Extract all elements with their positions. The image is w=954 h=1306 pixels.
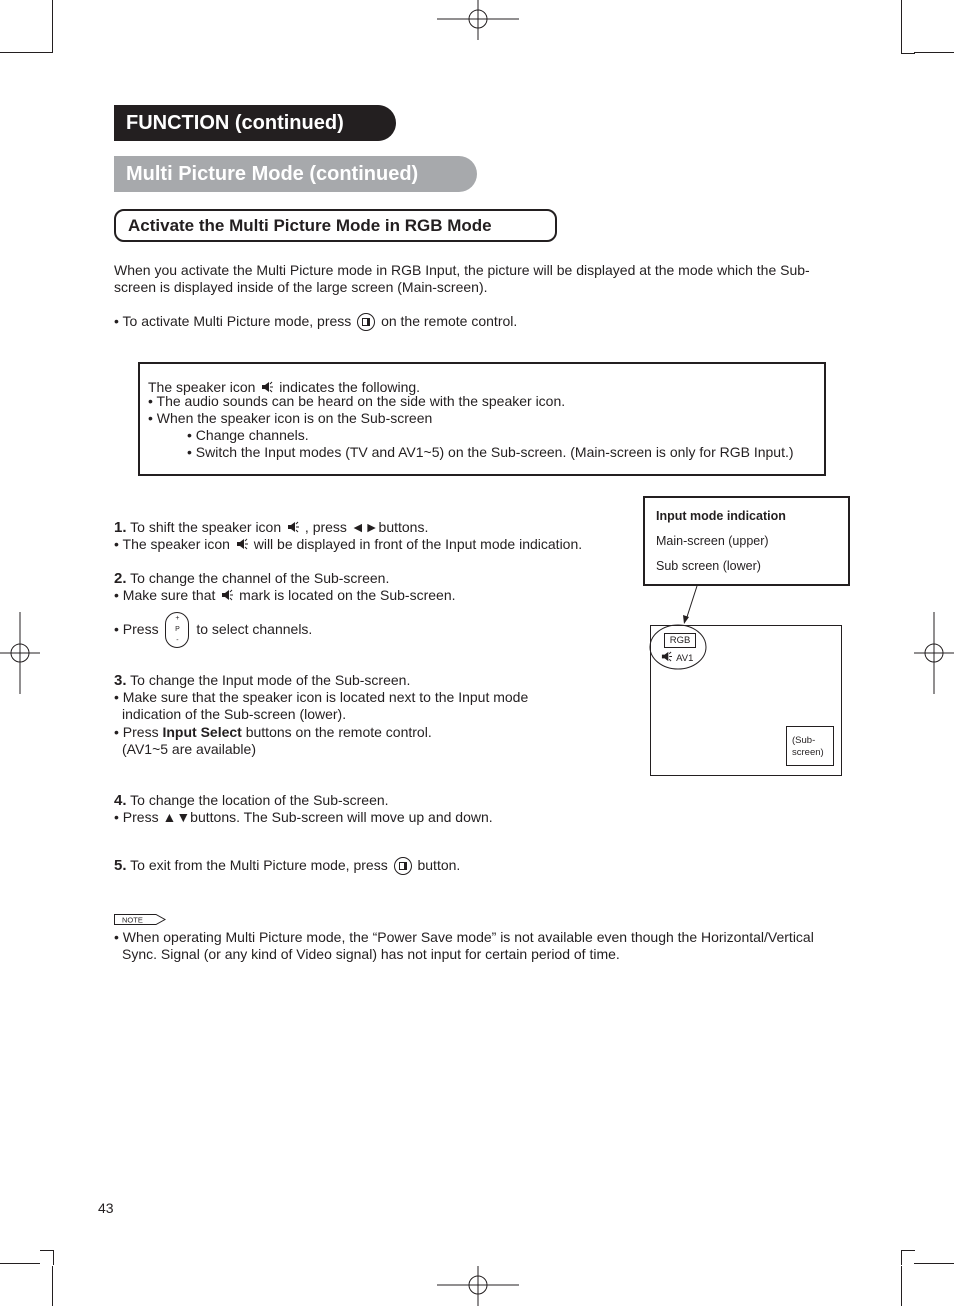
- speaker-box-line-2: • The audio sounds can be heard on the side with the speaker icon.: [148, 393, 566, 409]
- sub-screen-text-2: screen): [792, 747, 824, 758]
- step-2-bullet1-post: mark is located on the Sub-screen.: [239, 587, 456, 603]
- step-5: [114, 857, 460, 875]
- step-5-pre: To exit from the Multi Picture mode, press: [130, 857, 388, 873]
- p-button-p: P: [175, 626, 180, 634]
- activate-post: on the remote control.: [381, 313, 518, 329]
- step-2-bullet-2: [114, 611, 312, 648]
- step-4-text: To change the location of the Sub-screen.: [130, 792, 389, 808]
- legend-title: Input mode indication: [656, 509, 786, 523]
- speaker-icon: [261, 381, 273, 393]
- step-1: [114, 519, 428, 536]
- speaker-box-line-4: • Change channels.: [187, 427, 309, 443]
- step-2-text: To change the channel of the Sub-screen.: [130, 570, 390, 586]
- step-1-bullet-post: will be displayed in front of the Input mode indication.: [253, 536, 583, 552]
- registration-mark-right: [914, 612, 954, 694]
- legend-upper: Main-screen (upper): [656, 534, 769, 548]
- step-1-number: 1.: [114, 519, 127, 536]
- screen-illustration: [650, 625, 842, 776]
- step-5-post: button.: [417, 857, 461, 873]
- step-1-bullet: [114, 536, 582, 553]
- step-3-number: 3.: [114, 672, 127, 689]
- speaker-box-line-3: • When the speaker icon is on the Sub-screen: [148, 410, 433, 426]
- speaker-info-box: [138, 362, 826, 476]
- step-3-bullet-2c: (AV1~5 are available): [122, 741, 256, 757]
- legend-lower: Sub screen (lower): [656, 559, 761, 573]
- step-2-bullet1-pre: • Make sure that: [114, 587, 216, 603]
- step-3-bullet2-post: buttons on the remote control.: [245, 724, 432, 740]
- step-3-bullet-1b: indication of the Sub-screen (lower).: [122, 706, 347, 722]
- multi-picture-button-icon: [357, 313, 375, 331]
- speaker-icon: [236, 538, 248, 550]
- step-4-number: 4.: [114, 792, 127, 809]
- highlight-circle: [649, 623, 711, 673]
- activate-instruction: [114, 313, 517, 331]
- step-4-bullet: • Press ▲▼buttons. The Sub-screen will move up and down.: [114, 809, 493, 825]
- speaker-icon: [287, 521, 299, 533]
- step-3-bullet2-pre: • Press: [114, 724, 159, 740]
- page-number: 43: [98, 1200, 114, 1216]
- channel-p-button-icon: [165, 612, 189, 648]
- input-select-label: Input Select: [162, 724, 242, 740]
- step-1-pre: To shift the speaker icon: [130, 519, 282, 535]
- activate-pre: • To activate Multi Picture mode, press: [114, 313, 352, 329]
- step-1-bullet-pre: • The speaker icon: [114, 536, 230, 552]
- speaker-box-line1-post: indicates the following.: [279, 379, 421, 395]
- step-2-bullet2-pre: • Press: [114, 621, 159, 637]
- note-line-2: Sync. Signal (or any kind of Video signal) has not input for certain period of time.: [122, 946, 620, 962]
- subsection-title: Activate the Multi Picture Mode in RGB Mode: [114, 209, 557, 242]
- sub-screen-text-1: (Sub-: [792, 735, 816, 746]
- registration-mark-left: [0, 612, 40, 694]
- step-3: [114, 672, 410, 689]
- step-3-bullet-2: [114, 724, 432, 741]
- registration-mark-bottom: [437, 1266, 519, 1306]
- sub-screen-box: [786, 726, 834, 766]
- speaker-box-line-5: • Switch the Input modes (TV and AV1~5) on the Sub-screen. (Main-screen is only for RGB Input.): [187, 444, 794, 460]
- step-3-bullet-1a: • Make sure that the speaker icon is located next to the Input mode: [114, 689, 529, 705]
- step-4: [114, 792, 389, 809]
- intro-line-2: screen is displayed inside of the large screen (Main-screen).: [114, 279, 488, 295]
- note-tag-text: NOTE: [122, 915, 143, 925]
- note-tag: [114, 914, 166, 925]
- step-2-bullet-1: [114, 587, 456, 604]
- speaker-box-line1-pre: The speaker icon: [148, 379, 256, 395]
- p-button-minus: -: [176, 637, 179, 645]
- main-screen-label: RGB: [669, 635, 691, 646]
- registration-mark-top: [437, 0, 519, 40]
- step-3-text: To change the Input mode of the Sub-screen.: [130, 672, 411, 688]
- pointer-arrow: [680, 584, 702, 626]
- speaker-icon: [221, 589, 233, 601]
- multi-picture-button-icon: [394, 857, 412, 875]
- step-2-number: 2.: [114, 570, 127, 587]
- step-2-bullet2-post: to select channels.: [196, 621, 313, 637]
- p-button-plus: +: [175, 615, 180, 623]
- section-title: Multi Picture Mode (continued): [114, 156, 477, 192]
- step-1-post: , press ◄►buttons.: [304, 519, 429, 535]
- note-line-1: • When operating Multi Picture mode, the “Power Save mode” is not available even though the Horizontal/Vertical: [114, 929, 814, 945]
- intro-line-1: When you activate the Multi Picture mode in RGB Input, the picture will be displayed at the mode which the Sub-: [114, 262, 810, 278]
- step-2: [114, 570, 389, 587]
- function-title: FUNCTION (continued): [114, 105, 396, 141]
- step-5-number: 5.: [114, 857, 127, 874]
- input-mode-legend: [643, 496, 850, 586]
- sub-screen-label: AV1: [676, 653, 694, 664]
